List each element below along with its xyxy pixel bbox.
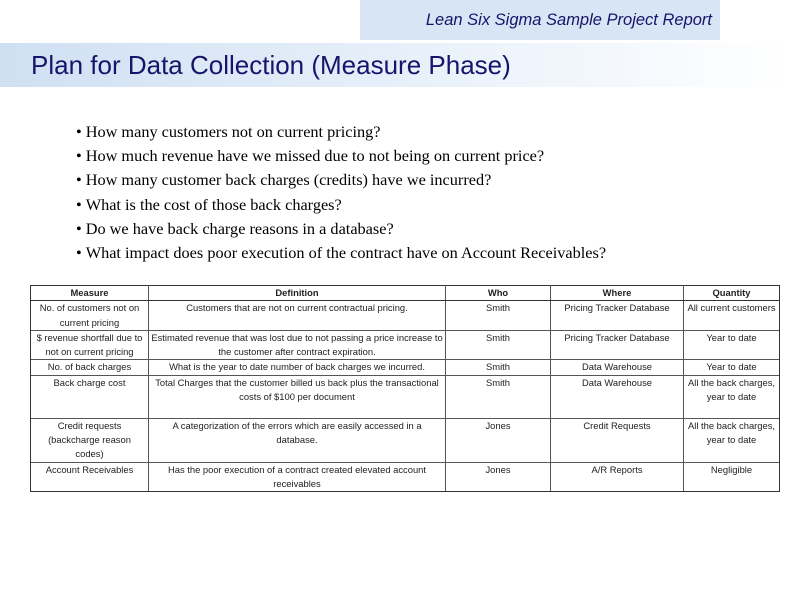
table-header-row bbox=[31, 286, 780, 301]
quantity-cell: All the back charges, year to date bbox=[684, 418, 780, 462]
where-cell: Data Warehouse bbox=[551, 360, 684, 375]
table-row bbox=[31, 418, 780, 462]
quantity-cell: Year to date bbox=[684, 360, 780, 375]
column-header-where: Where bbox=[551, 286, 684, 301]
question-item: • How many customer back charges (credits) have we incurred? bbox=[76, 168, 606, 192]
measure-cell: Back charge cost bbox=[31, 375, 149, 418]
where-cell: Credit Requests bbox=[551, 418, 684, 462]
who-cell: Smith bbox=[446, 301, 551, 331]
question-item: • How many customers not on current pricing? bbox=[76, 120, 606, 144]
where-cell: Data Warehouse bbox=[551, 375, 684, 418]
report-header-bar bbox=[360, 0, 720, 40]
measure-cell: $ revenue shortfall due to not on current pricing bbox=[31, 330, 149, 360]
slide-title: Plan for Data Collection (Measure Phase) bbox=[31, 50, 511, 80]
column-header-definition: Definition bbox=[149, 286, 446, 301]
table-row bbox=[31, 375, 780, 418]
who-cell: Jones bbox=[446, 462, 551, 492]
quantity-cell: All the back charges, year to date bbox=[684, 375, 780, 418]
where-cell: A/R Reports bbox=[551, 462, 684, 492]
who-cell: Jones bbox=[446, 418, 551, 462]
question-item: • Do we have back charge reasons in a database? bbox=[76, 217, 606, 241]
definition-cell: Estimated revenue that was lost due to not passing a price increase to the customer after contract expiration. bbox=[149, 330, 446, 360]
measure-cell: No. of back charges bbox=[31, 360, 149, 375]
table-row bbox=[31, 360, 780, 375]
who-cell: Smith bbox=[446, 330, 551, 360]
question-item: • How much revenue have we missed due to not being on current price? bbox=[76, 144, 606, 168]
question-list bbox=[76, 120, 606, 265]
table-row bbox=[31, 330, 780, 360]
definition-cell: What is the year to date number of back charges we incurred. bbox=[149, 360, 446, 375]
title-band bbox=[0, 43, 792, 87]
definition-cell: Total Charges that the customer billed us back plus the transactional costs of $100 per document bbox=[149, 375, 446, 418]
question-item: • What is the cost of those back charges? bbox=[76, 193, 606, 217]
who-cell: Smith bbox=[446, 360, 551, 375]
quantity-cell: Negligible bbox=[684, 462, 780, 492]
where-cell: Pricing Tracker Database bbox=[551, 330, 684, 360]
column-header-quantity: Quantity bbox=[684, 286, 780, 301]
report-header-text: Lean Six Sigma Sample Project Report bbox=[425, 10, 712, 29]
definition-cell: Customers that are not on current contractual pricing. bbox=[149, 301, 446, 331]
table-row bbox=[31, 301, 780, 331]
definition-cell: A categorization of the errors which are easily accessed in a database. bbox=[149, 418, 446, 462]
column-header-who: Who bbox=[446, 286, 551, 301]
measure-cell: Credit requests (backcharge reason codes) bbox=[31, 418, 149, 462]
table-row bbox=[31, 462, 780, 492]
quantity-cell: All current customers bbox=[684, 301, 780, 331]
who-cell: Smith bbox=[446, 375, 551, 418]
column-header-measure: Measure bbox=[31, 286, 149, 301]
quantity-cell: Year to date bbox=[684, 330, 780, 360]
measure-cell: Account Receivables bbox=[31, 462, 149, 492]
data-collection-table bbox=[30, 285, 780, 492]
measure-cell: No. of customers not on current pricing bbox=[31, 301, 149, 331]
where-cell: Pricing Tracker Database bbox=[551, 301, 684, 331]
question-item: • What impact does poor execution of the contract have on Account Receivables? bbox=[76, 241, 606, 265]
definition-cell: Has the poor execution of a contract created elevated account receivables bbox=[149, 462, 446, 492]
